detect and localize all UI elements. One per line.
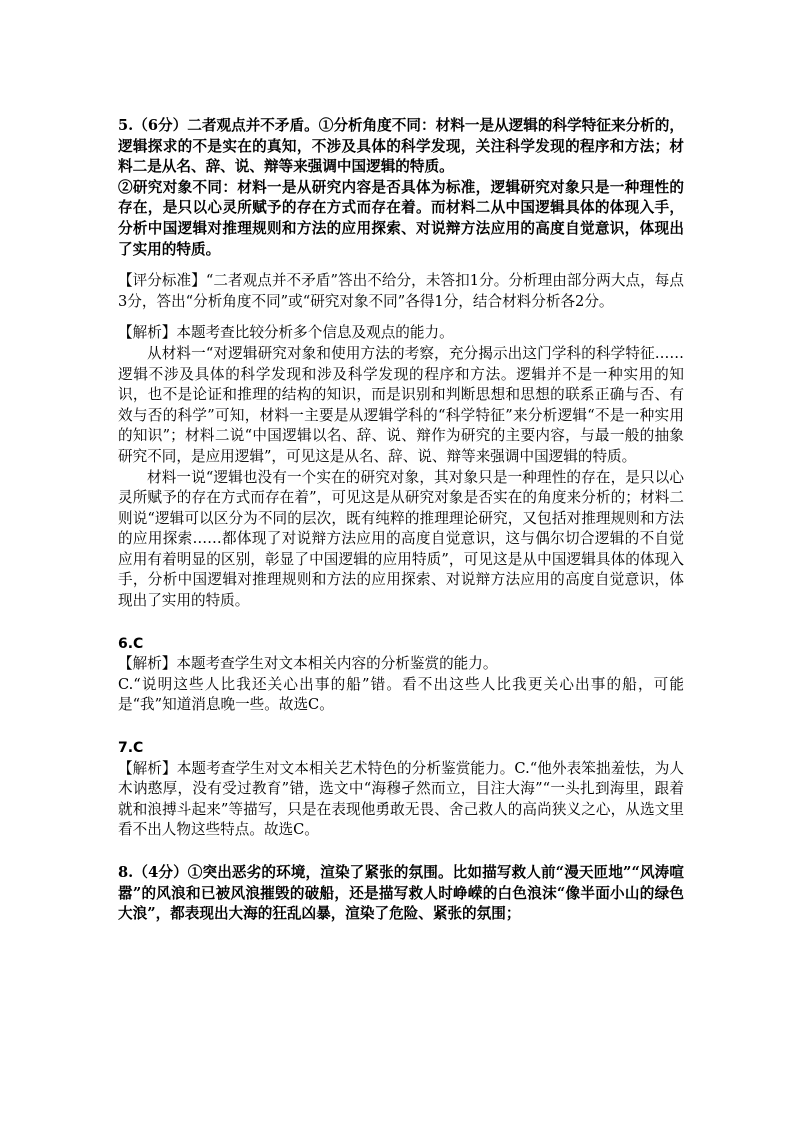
q5-analysis-paragraph-2: 材料一说“逻辑也没有一个实在的研究对象，其对象只是一种理性的存在，是只以心灵所赋予的存在方式而存在着”，可见这是从研究对象是否实在的角度来分析的；材料二则说“逻辑可以区分为不同的层次，既有纯粹的推理理论研究，又包括对推理规则和方法的应用探索……都体现了对说辩方法应用的高度自觉意识，这与偶尔切合逻辑的不自觉应用有着明显的区别，彰显了中国逻辑的应用特质”，可见这是从中国逻辑具体的体现入手，分析中国逻辑对推理规则和方法的应用探索、对说辩方法应用的高度自觉意识，体现出了实用的特质。 (118, 468, 684, 610)
q6-analysis-heading: 【解析】本题考查学生对文本相关内容的分析鉴赏的能力。 (118, 655, 498, 673)
q5-scoring-standard: 【评分标准】“二者观点并不矛盾”答出不给分，未答扣1分。分析理由部分两大点，每点3分，答出“分析角度不同”或“研究对象不同”各得1分，结合材料分析各2分。 (118, 272, 684, 310)
q6-number: 6.C (118, 635, 144, 652)
q8-answer: 8.（4分）①突出恶劣的环境，渲染了紧张的氛围。比如描写救人前“漫天匝地”“风涛喧嚣”的风浪和已被风浪摧毁的破船，还是描写救人时峥嵘的白色浪沫“像半面小山的绿色大浪”，都表现出大海的狂乱凶暴，渲染了危险、紧张的氛围； (118, 864, 684, 923)
document-page (118, 116, 684, 925)
q5-answer-part1: 5.（6分）二者观点并不矛盾。①分析角度不同：材料一是从逻辑的科学特征来分析的，逻辑探求的不是实在的真知，不涉及具体的科学发现，关注科学发现的程序和方法；材料二是从名、辞、说、辩等来强调中国逻辑的特质。 (118, 117, 684, 176)
q5-answer-part2: ②研究对象不同：材料一是从研究内容是否具体为标准，逻辑研究对象只是一种理性的存在，是只以心灵所赋予的存在方式而存在着。而材料二从中国逻辑具体的体现入手，分析中国逻辑对推理规则和方法的应用探索、对说辩方法应用的高度自觉意识，体现出了实用的特质。 (118, 178, 684, 258)
q7-analysis: 【解析】本题考查学生对文本相关艺术特色的分析鉴赏能力。C.“他外表笨拙羞怯，为人木讷憨厚，没有受过教育”错，选文中“海穆孑然而立，目注大海”“一头扎到海里，跟着就和浪搏斗起来”等描写，只是在表现他勇敢无畏、舍己救人的高尚狭义之心，从选文里看不出人物这些特点。故选C。 (118, 759, 684, 839)
q5-analysis-heading: 【解析】本题考查比较分析多个信息及观点的能力。 (118, 324, 454, 342)
q6-analysis-body: C.“说明这些人比我还关心出事的船”错。看不出这些人比我更关心出事的船，可能是“我”知道消息晚一些。故选C。 (118, 675, 684, 714)
q5-analysis-paragraph-1: 从材料一“对逻辑研究对象和使用方法的考察，充分揭示出这门学科的科学特征……逻辑不涉及具体的科学发现和涉及科学发现的程序和方法。逻辑并不是一种实用的知识，也不是论证和推理的结构的知识，而是识别和判断思想和思想的联系正确与否、有效与否的科学”可知，材料一主要是从逻辑学科的“科学特征”来分析逻辑“不是一种实用的知识”；材料二说“中国逻辑以名、辞、说、辩作为研究的主要内容，与最一般的抽象研究不同，是应用逻辑”，可见这是从名、辞、说、辩等来强调中国逻辑的特质。 (118, 344, 684, 465)
q7-number: 7.C (118, 740, 144, 757)
